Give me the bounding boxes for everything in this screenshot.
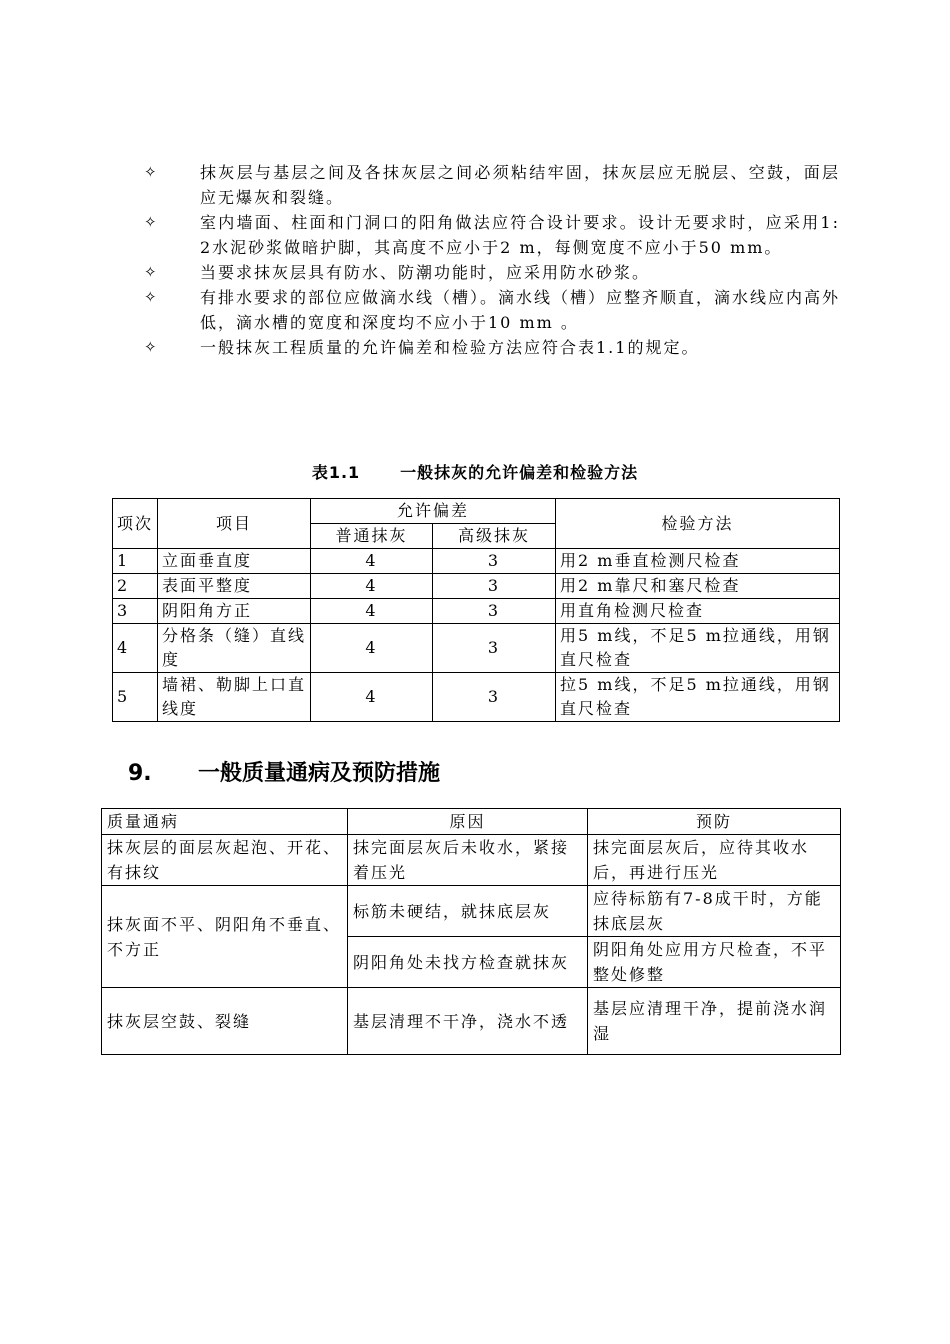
table-row [102, 835, 841, 886]
cell-item: 表面平整度 [158, 574, 311, 599]
requirements-list [140, 160, 840, 360]
cell-no: 4 [113, 624, 158, 673]
list-item [140, 285, 840, 335]
table-row [113, 599, 840, 624]
diamond-bullet-icon: ✧ [144, 263, 159, 281]
cell-cause: 阴阳角处未找方检查就抹灰 [348, 937, 588, 988]
cell-no: 2 [113, 574, 158, 599]
cell-advanced: 3 [433, 574, 556, 599]
list-item-text: 室内墙面、柱面和门洞口的阳角做法应符合设计要求。设计无要求时，应采用1: 2水泥砂浆做暗护脚，其高度不应小于2 m，每侧宽度不应小于50 mm。 [200, 213, 840, 257]
header-item: 项目 [158, 499, 311, 549]
cell-normal: 4 [311, 624, 433, 673]
cell-defect: 抹灰面不平、阴阳角不垂直、不方正 [102, 886, 348, 988]
cell-prevention: 基层应清理干净，提前浇水润湿 [588, 988, 841, 1055]
diamond-bullet-icon: ✧ [144, 163, 159, 181]
cell-defect: 抹灰层空鼓、裂缝 [102, 988, 348, 1055]
cell-no: 3 [113, 599, 158, 624]
cell-method: 用2 m垂直检测尺检查 [556, 549, 840, 574]
list-item [140, 335, 840, 360]
cell-no: 1 [113, 549, 158, 574]
cell-method: 拉5 m线，不足5 m拉通线，用钢直尺检查 [556, 673, 840, 722]
cell-advanced: 3 [433, 549, 556, 574]
section-heading [128, 756, 440, 787]
header-defect: 质量通病 [102, 809, 348, 835]
table-row [113, 624, 840, 673]
list-item-text: 有排水要求的部位应做滴水线（槽）。滴水线（槽）应整齐顺直，滴水线应内高外低，滴水槽的宽度和深度均不应小于10 mm 。 [200, 288, 841, 332]
cell-method: 用5 m线，不足5 m拉通线，用钢直尺检查 [556, 624, 840, 673]
cell-item: 立面垂直度 [158, 549, 311, 574]
table-header-row [113, 499, 840, 524]
list-item [140, 160, 840, 210]
header-cause: 原因 [348, 809, 588, 835]
cell-normal: 4 [311, 673, 433, 722]
header-advanced: 高级抹灰 [433, 524, 556, 549]
cell-no: 5 [113, 673, 158, 722]
cell-method: 用直角检测尺检查 [556, 599, 840, 624]
diamond-bullet-icon: ✧ [144, 213, 159, 231]
cell-prevention: 应待标筋有7-8成干时，方能抹底层灰 [588, 886, 841, 937]
tolerance-table [112, 498, 840, 722]
cell-prevention: 抹完面层灰后，应待其收水后，再进行压光 [588, 835, 841, 886]
diamond-bullet-icon: ✧ [144, 338, 159, 356]
table-row [113, 673, 840, 722]
table-row [102, 886, 841, 937]
table-header-row [102, 809, 841, 835]
table-caption-number: 表1.1 [311, 463, 361, 482]
cell-cause: 基层清理不干净，浇水不透 [348, 988, 588, 1055]
header-prevention: 预防 [588, 809, 841, 835]
list-item-text: 当要求抹灰层具有防水、防潮功能时，应采用防水砂浆。 [200, 263, 651, 282]
header-tolerance: 允许偏差 [311, 499, 556, 524]
section-number: 9. [128, 761, 152, 786]
table-row [113, 574, 840, 599]
section-title: 一般质量通病及预防措施 [198, 761, 441, 786]
cell-normal: 4 [311, 599, 433, 624]
cell-advanced: 3 [433, 673, 556, 722]
list-item [140, 260, 840, 285]
cell-method: 用2 m靠尺和塞尺检查 [556, 574, 840, 599]
list-item-text: 抹灰层与基层之间及各抹灰层之间必须粘结牢固，抹灰层应无脱层、空鼓，面层应无爆灰和裂缝。 [200, 163, 840, 207]
list-item-text: 一般抹灰工程质量的允许偏差和检验方法应符合表1.1的规定。 [200, 338, 700, 357]
diamond-bullet-icon: ✧ [144, 288, 159, 306]
cell-item: 墙裙、勒脚上口直线度 [158, 673, 311, 722]
list-item [140, 210, 840, 260]
defects-table [101, 808, 841, 1055]
header-no: 项次 [113, 499, 158, 549]
cell-prevention: 阴阳角处应用方尺检查，不平整处修整 [588, 937, 841, 988]
header-normal: 普通抹灰 [311, 524, 433, 549]
cell-item: 分格条（缝）直线度 [158, 624, 311, 673]
cell-advanced: 3 [433, 599, 556, 624]
cell-normal: 4 [311, 549, 433, 574]
table-row [102, 988, 841, 1055]
cell-normal: 4 [311, 574, 433, 599]
cell-advanced: 3 [433, 624, 556, 673]
header-method: 检验方法 [556, 499, 840, 549]
table-row [113, 549, 840, 574]
table-caption-title: 一般抹灰的允许偏差和检验方法 [400, 463, 639, 482]
cell-item: 阴阳角方正 [158, 599, 311, 624]
table-caption [0, 460, 950, 483]
cell-cause: 标筋未硬结，就抹底层灰 [348, 886, 588, 937]
cell-cause: 抹完面层灰后未收水，紧接着压光 [348, 835, 588, 886]
cell-defect: 抹灰层的面层灰起泡、开花、有抹纹 [102, 835, 348, 886]
